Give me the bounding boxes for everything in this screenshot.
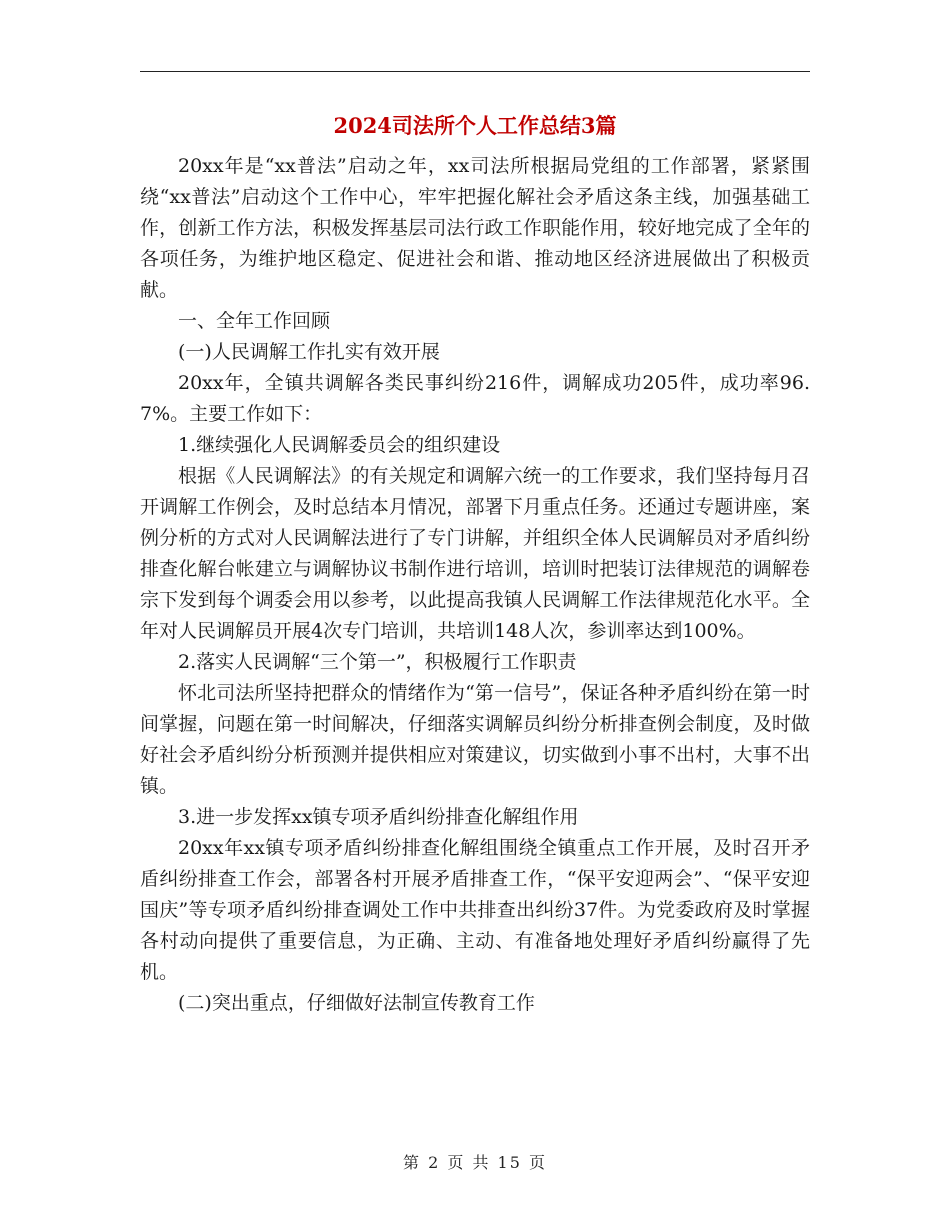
header-rule xyxy=(140,71,810,72)
heading-subsection-1: (一)人民调解工作扎实有效开展 xyxy=(178,341,440,363)
paragraph-item-1: 根据《人民调解法》的有关规定和调解六统一的工作要求，我们坚持每月召开调解工作例会，及时总结本月情况，部署下月重点任务。还通过专题讲座，案例分析的方式对人民调解法进行了专门讲解，并组织全体人民调解员对矛盾纠纷排查化解台帐建立与调解协议书制作进行培训，培训时把装订法律规范的调解卷宗下发到每个调委会用以参考，以此提高我镇人民调解工作法律规范化水平。全年对人民调解员开展4次专门培训，共培训148人次，参训率达到100%。 xyxy=(140,465,810,642)
heading-item-2: 2.落实人民调解“三个第一”，积极履行工作职责 xyxy=(178,651,577,673)
paragraph-intro: 20xx年是“xx普法”启动之年，xx司法所根据局党组的工作部署，紧紧围绕“xx普法”启动这个工作中心，牢牢把握化解社会矛盾这条主线，加强基础工作，创新工作方法，积极发挥基层司法行政工作职能作用，较好地完成了全年的各项任务，为维护地区稳定、促进社会和谐、推动地区经济进展做出了积极贡献。 xyxy=(140,155,810,301)
document-body xyxy=(140,151,810,1019)
paragraph-item-2: 怀北司法所坚持把群众的情绪作为“第一信号”，保证各种矛盾纠纷在第一时间掌握，问题在第一时间解决，仔细落实调解员纠纷分析排查例会制度，及时做好社会矛盾纠纷分析预测并提供相应对策建议，切实做到小事不出村，大事不出镇。 xyxy=(140,682,810,797)
paragraph-item-3: 20xx年xx镇专项矛盾纠纷排查化解组围绕全镇重点工作开展，及时召开矛盾纠纷排查工作会，部署各村开展矛盾排查工作，“保平安迎两会”、“保平安迎国庆”等专项矛盾纠纷排查调处工作中共排查出纠纷37件。为党委政府及时掌握各村动向提供了重要信息，为正确、主动、有准备地处理好矛盾纠纷赢得了先机。 xyxy=(140,837,810,983)
page-number-footer: 第 2 页 共 15 页 xyxy=(403,1153,547,1172)
heading-subsection-2: (二)突出重点，仔细做好法制宣传教育工作 xyxy=(178,992,535,1014)
heading-item-3: 3.进一步发挥xx镇专项矛盾纠纷排查化解组作用 xyxy=(178,806,579,828)
heading-section-1: 一、全年工作回顾 xyxy=(178,310,331,332)
paragraph-mediation-stats: 20xx年，全镇共调解各类民事纠纷216件，调解成功205件，成功率96.7%。主要工作如下： xyxy=(140,372,810,425)
document-title: 2024司法所个人工作总结3篇 xyxy=(333,113,617,138)
heading-item-1: 1.继续强化人民调解委员会的组织建设 xyxy=(178,434,501,456)
